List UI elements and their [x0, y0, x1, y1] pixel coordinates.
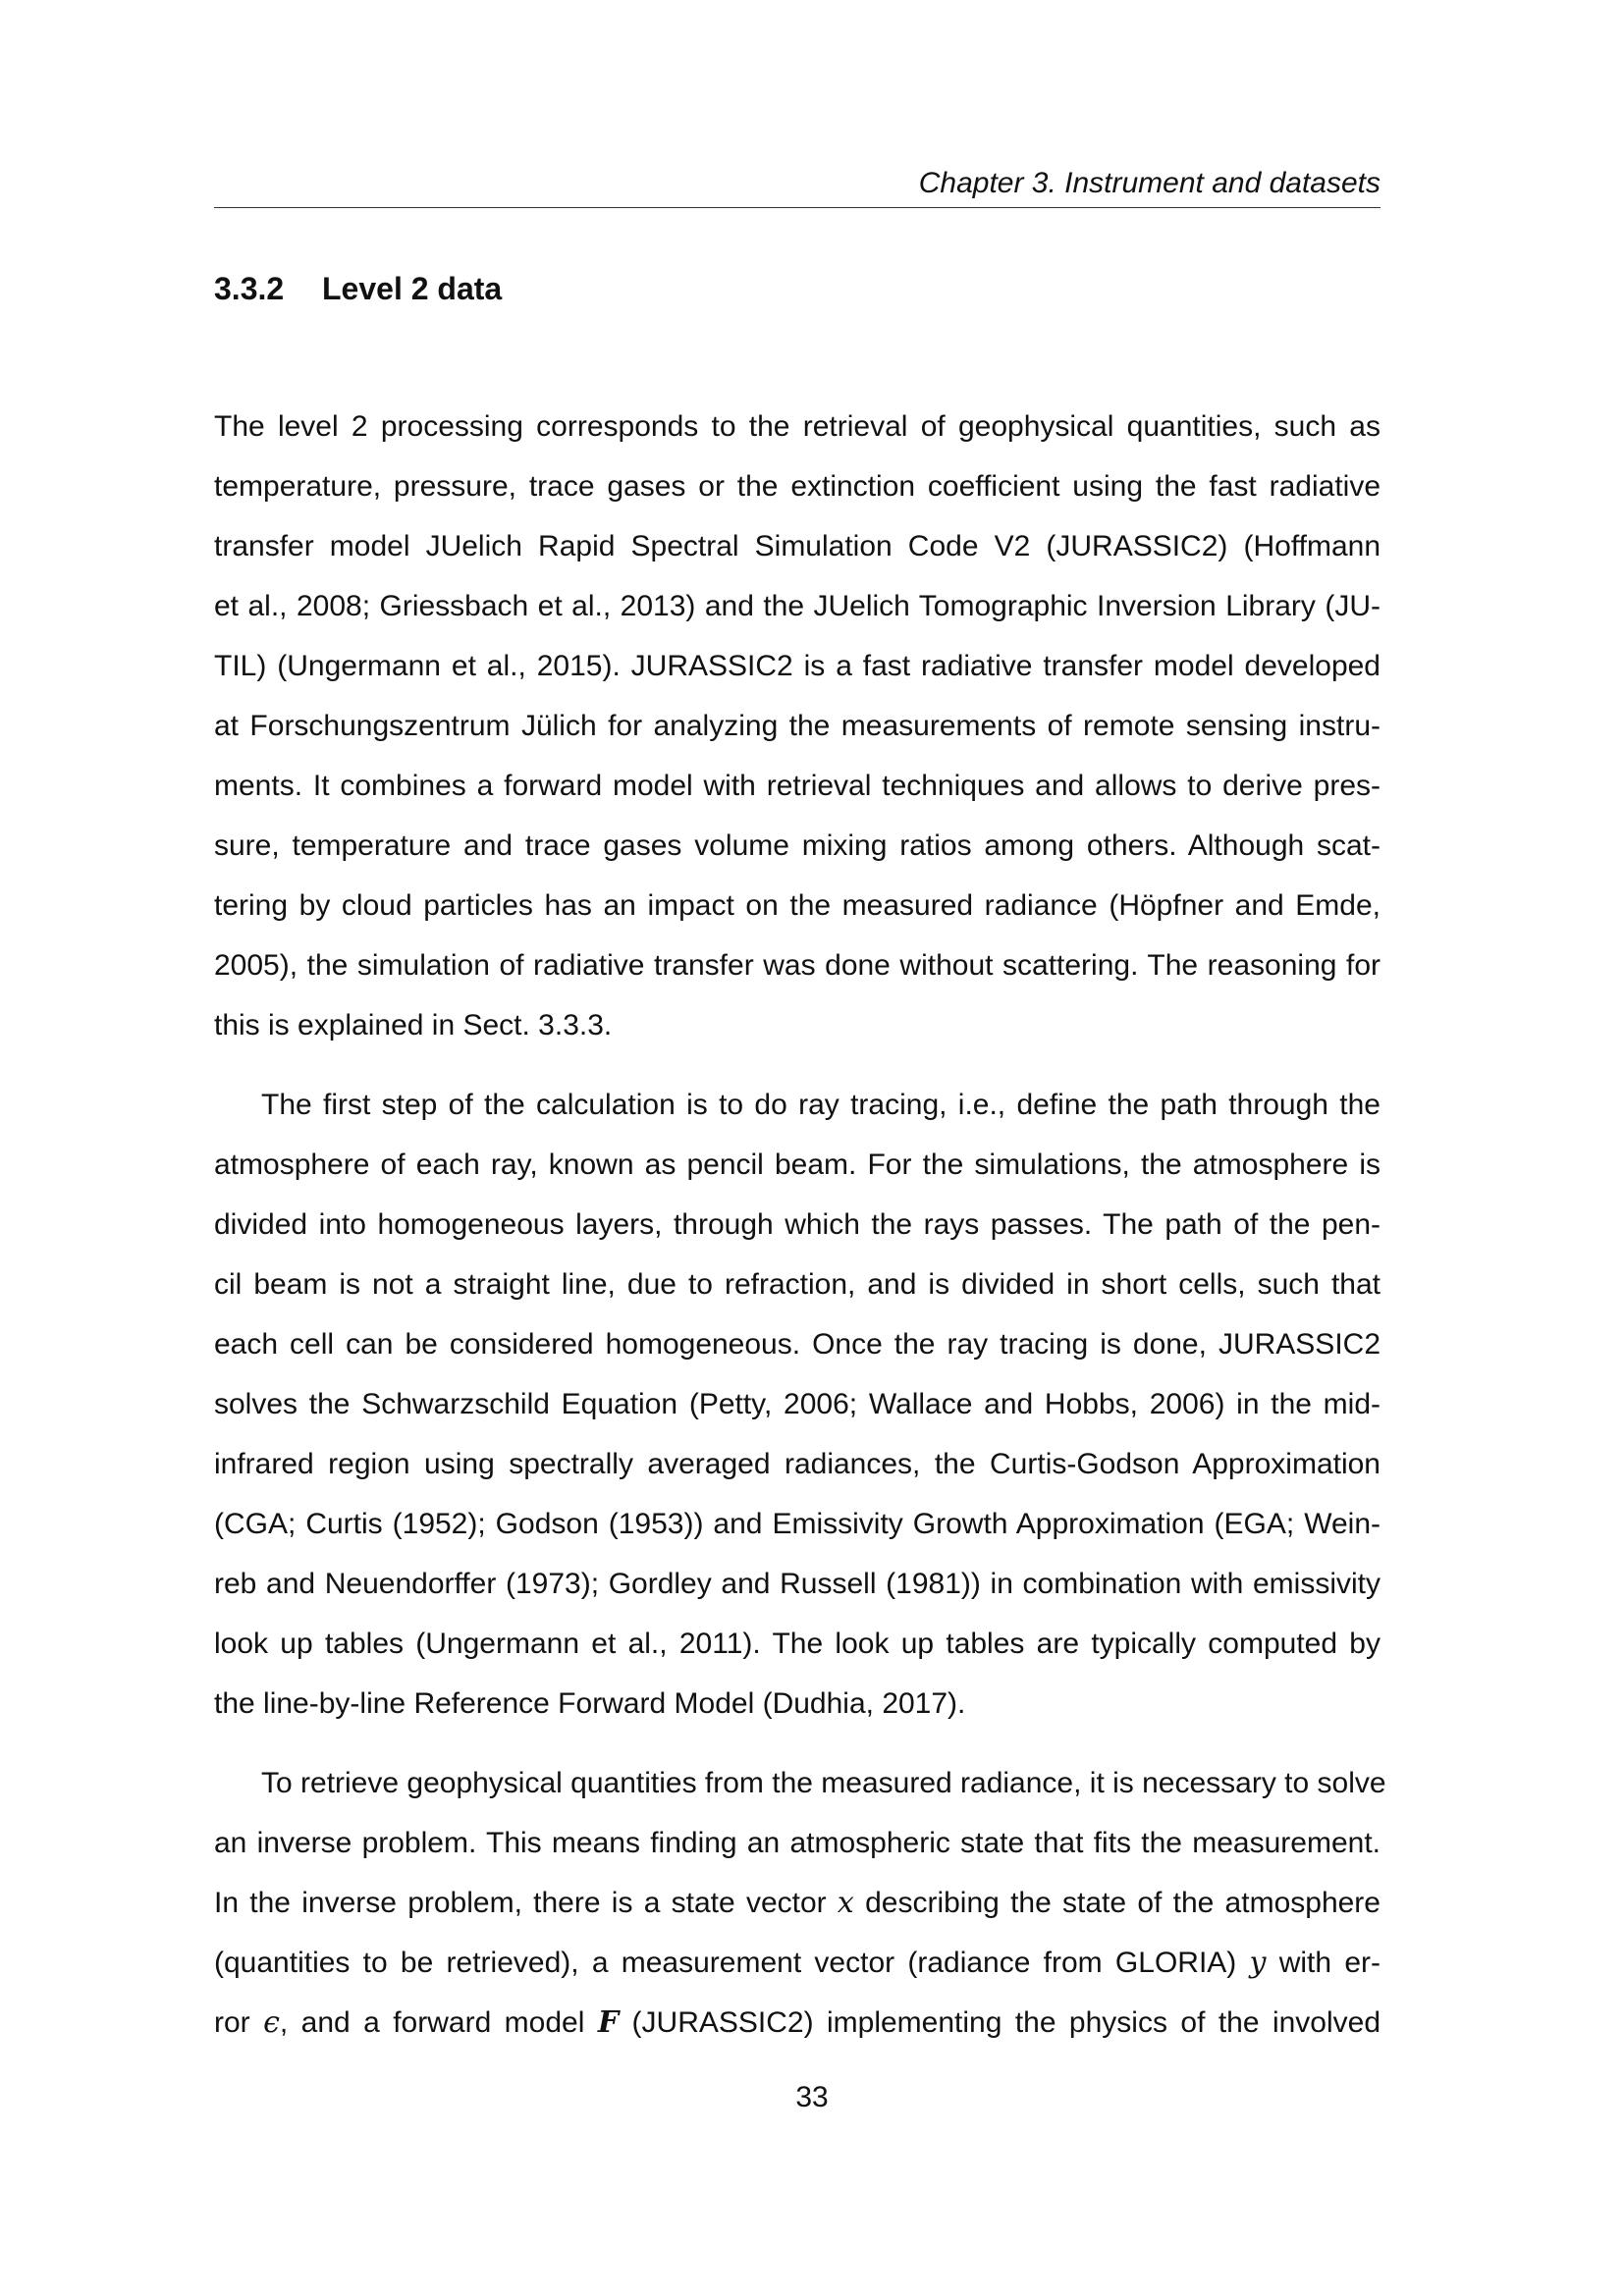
math-symbol-epsilon: ϵ [263, 2005, 280, 2040]
text-line: the line-by-line Reference Forward Model (Dudhia, 2017). [214, 1687, 966, 1720]
paragraph-2 [214, 1075, 1380, 1734]
text-line: reb and Neuendorffer (1973); Gordley and Russell (1981)) in combination with emissivity [214, 1568, 1380, 1600]
text-line: at Forschungszentrum Jülich for analyzing the measurements of remote sensing instru- [214, 710, 1380, 742]
text-line: sure, temperature and trace gases volume mixing ratios among others. Although scat- [214, 829, 1380, 862]
text-span: In the inverse problem, there is a state vector [214, 1887, 838, 1919]
paragraph-3 [214, 1753, 1386, 2053]
text-line: ments. It combines a forward model with retrieval techniques and allows to derive pres- [214, 770, 1380, 802]
section-heading [214, 271, 502, 307]
paragraph-1 [214, 397, 1380, 1055]
math-symbol-F: F [597, 2005, 620, 2040]
text-span: , and a forward model [279, 2006, 598, 2039]
text-line: The level 2 processing corresponds to the retrieval of geophysical quantities, such as [214, 410, 1380, 443]
text-line: To retrieve geophysical quantities from the measured radiance, it is necessary to solve [261, 1767, 1386, 1799]
header-rule [214, 207, 1380, 208]
text-line: TIL) (Ungermann et al., 2015). JURASSIC2 is a fast radiative transfer model developed [214, 650, 1380, 682]
body-text [214, 397, 1386, 2072]
math-symbol-y: y [1249, 1946, 1267, 1980]
text-span: describing the state of the atmosphere [853, 1887, 1380, 1919]
text-span: (quantities to be retrieved), a measurement vector (radiance from GLORIA) [214, 1947, 1250, 1979]
text-line: The first step of the calculation is to do ray tracing, i.e., define the path through the [261, 1089, 1380, 1121]
text-line: (CGA; Curtis (1952); Godson (1953)) and Emissivity Growth Approximation (EGA; Wein- [214, 1508, 1380, 1540]
text-line: each cell can be considered homogeneous. Once the ray tracing is done, JURASSIC2 [214, 1328, 1380, 1361]
math-symbol-x: x [837, 1886, 854, 1920]
text-line: divided into homogeneous layers, through which the rays passes. The path of the pen- [214, 1208, 1380, 1241]
text-line: an inverse problem. This means finding an atmospheric state that fits the measurement. [214, 1827, 1380, 1859]
text-line: atmosphere of each ray, known as pencil beam. For the simulations, the atmosphere is [214, 1148, 1380, 1181]
text-line: this is explained in Sect. 3.3.3. [214, 1009, 613, 1041]
section-number: 3.3.2 [214, 271, 285, 306]
text-span: ror [214, 2006, 264, 2039]
text-line [214, 1873, 1380, 1933]
text-line: look up tables (Ungermann et al., 2011). The look up tables are typically computed by [214, 1628, 1380, 1660]
text-line: cil beam is not a straight line, due to refraction, and is divided in short cells, such that [214, 1268, 1380, 1301]
text-span: with er- [1266, 1947, 1380, 1979]
text-span: (JURASSIC2) implementing the physics of the involved [619, 2006, 1381, 2039]
page-number: 33 [795, 2081, 829, 2113]
section-title: Level 2 data [322, 271, 503, 306]
running-header: Chapter 3. Instrument and datasets [918, 167, 1380, 199]
text-line: temperature, pressure, trace gases or the extinction coefficient using the fast radiative [214, 470, 1380, 503]
text-line: 2005), the simulation of radiative transfer was done without scattering. The reasoning for [214, 949, 1380, 982]
text-line [214, 1933, 1380, 1993]
text-line: et al., 2008; Griessbach et al., 2013) and the JUelich Tomographic Inversion Library (JU- [214, 590, 1380, 622]
text-line [214, 1993, 1380, 2053]
text-line: transfer model JUelich Rapid Spectral Simulation Code V2 (JURASSIC2) (Hoffmann [214, 530, 1380, 562]
text-line: solves the Schwarzschild Equation (Petty, 2006; Wallace and Hobbs, 2006) in the mid- [214, 1388, 1380, 1420]
text-line: infrared region using spectrally averaged radiances, the Curtis-Godson Approximation [214, 1448, 1380, 1480]
text-line: tering by cloud particles has an impact on the measured radiance (Höpfner and Emde, [214, 889, 1380, 922]
